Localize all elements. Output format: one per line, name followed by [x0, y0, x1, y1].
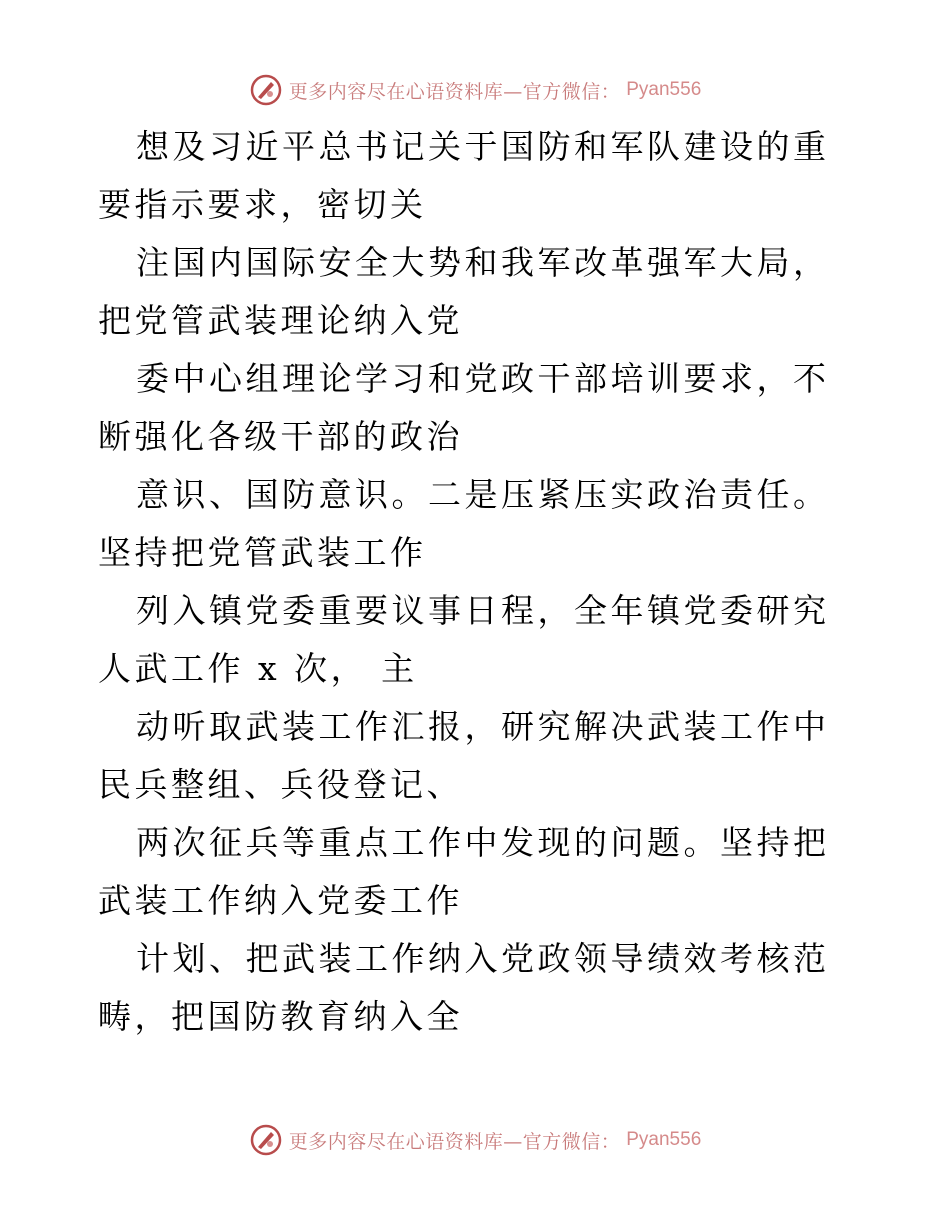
paragraph: 列入镇党委重要议事日程，全年镇党委研究人武工作 x 次， 主	[98, 591, 830, 688]
watermark-wechat-id: Pyan556	[626, 1129, 702, 1150]
document-body	[98, 118, 858, 1046]
watermark-wechat-id: Pyan556	[626, 79, 702, 100]
paragraph: 意识、国防意识。二是压紧压实政治责任。坚持把党管武装工作	[98, 475, 830, 572]
paragraph: 动听取武装工作汇报，研究解决武装工作中民兵整组、兵役登记、	[98, 707, 830, 804]
paragraph: 计划、把武装工作纳入党政领导绩效考核范畴，把国防教育纳入全	[98, 939, 830, 1036]
paragraph: 委中心组理论学习和党政干部培训要求，不断强化各级干部的政治	[98, 359, 830, 456]
header-watermark	[0, 70, 950, 110]
quill-seal-icon	[249, 73, 283, 107]
footer-watermark	[0, 1120, 950, 1160]
quill-seal-icon	[249, 1123, 283, 1157]
paragraph: 两次征兵等重点工作中发现的问题。坚持把武装工作纳入党委工作	[98, 823, 830, 920]
watermark-text: 更多内容尽在心语资料库—官方微信：	[288, 1130, 621, 1153]
paragraph: 想及习近平总书记关于国防和军队建设的重要指示要求，密切关	[98, 127, 830, 224]
paragraph: 注国内国际安全大势和我军改革强军大局，把党管武装理论纳入党	[98, 243, 830, 340]
watermark-text: 更多内容尽在心语资料库—官方微信：	[288, 80, 621, 103]
